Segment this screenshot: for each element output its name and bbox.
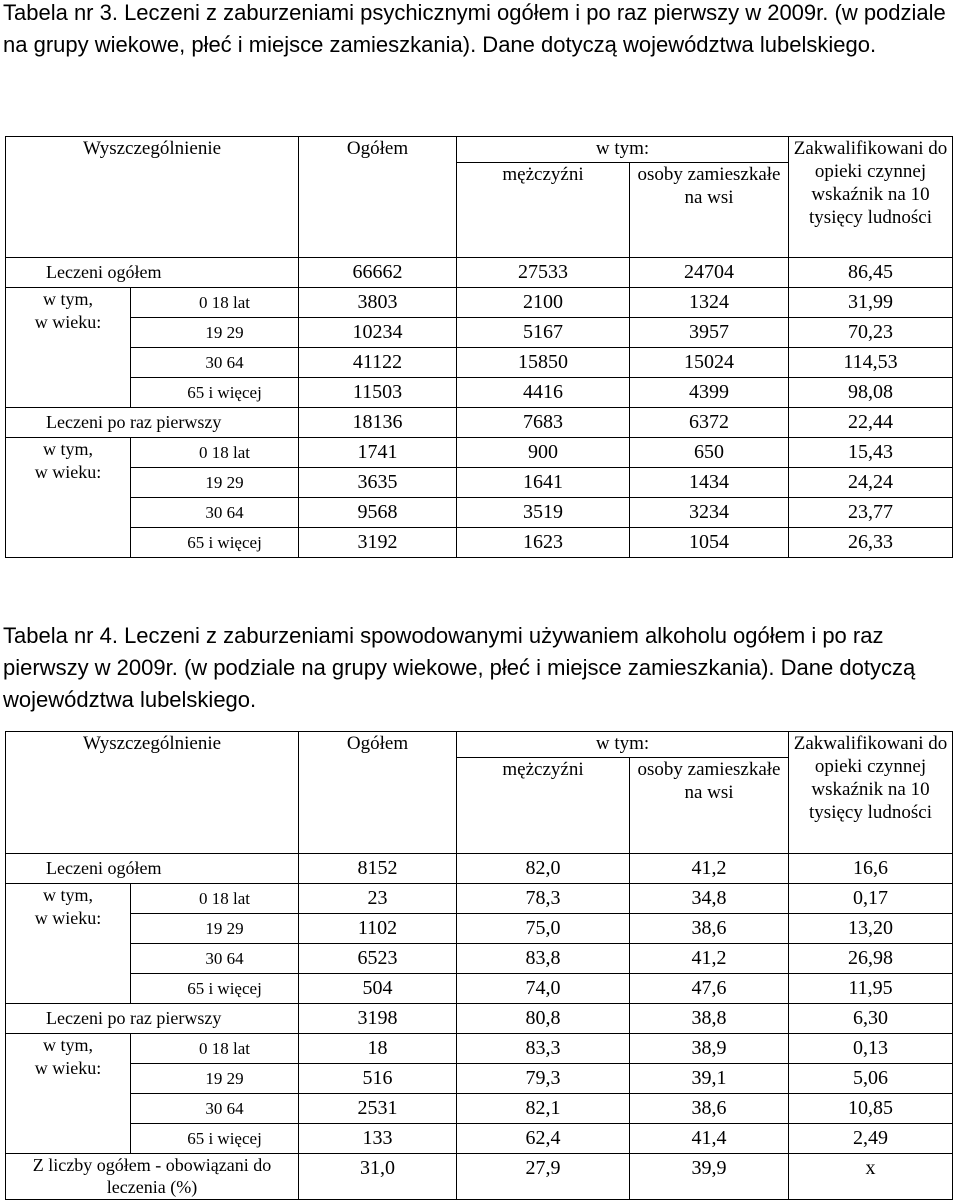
value-cell: 650 [630, 438, 789, 468]
value-cell: 38,8 [630, 1004, 789, 1034]
value-cell: 10234 [299, 318, 457, 348]
age-row [6, 974, 953, 1004]
value-cell: 6,30 [789, 1004, 953, 1034]
header-w-tym: w tym: [457, 732, 789, 758]
value-cell: 1102 [299, 914, 457, 944]
table-3-caption: Tabela nr 3. Leczeni z zaburzeniami psychicznymi ogółem i po raz pierwszy w 2009r. (w podziale na grupy wiekowe, płeć i miejsce zamieszkania). Dane dotyczą województwa lubelskiego. [3, 0, 946, 57]
value-cell: 41,2 [630, 854, 789, 884]
w-tym-w-wieku-label [6, 288, 131, 408]
age-row [6, 318, 953, 348]
value-cell: 39,1 [630, 1064, 789, 1094]
age-row [6, 1124, 953, 1154]
value-cell: 2,49 [789, 1124, 953, 1154]
value-cell: 82,0 [457, 854, 630, 884]
value-cell: 3198 [299, 1004, 457, 1034]
age-label: 0 18 lat [131, 288, 299, 318]
w-tym-label: w tym, [42, 289, 93, 309]
value-cell: 9568 [299, 498, 457, 528]
age-label: 0 18 lat [131, 438, 299, 468]
value-cell: 38,6 [630, 1094, 789, 1124]
table-4 [5, 731, 953, 1200]
value-cell: 23,77 [789, 498, 953, 528]
w-tym-label: w tym, [42, 439, 93, 459]
w-tym-label: w tym, [42, 1035, 93, 1055]
age-row [6, 914, 953, 944]
age-row [6, 1094, 953, 1124]
group-total-row [6, 1004, 953, 1034]
age-row [6, 438, 953, 468]
value-cell: 75,0 [457, 914, 630, 944]
group-label: Leczeni po raz pierwszy [6, 408, 299, 438]
value-cell: 47,6 [630, 974, 789, 1004]
value-cell: 27533 [457, 258, 630, 288]
value-cell: 504 [299, 974, 457, 1004]
header-w-tym: w tym: [457, 137, 789, 163]
w-tym-w-wieku-label [6, 438, 131, 558]
value-cell: 3192 [299, 528, 457, 558]
age-label: 30 64 [131, 498, 299, 528]
w-wieku-label: w wieku: [34, 312, 102, 332]
value-cell: 27,9 [457, 1154, 630, 1200]
value-cell: 15024 [630, 348, 789, 378]
value-cell: 23 [299, 884, 457, 914]
value-cell: 13,20 [789, 914, 953, 944]
value-cell: 74,0 [457, 974, 630, 1004]
footer-label: Z liczby ogółem - obowiązani do leczenia (%) [6, 1154, 299, 1200]
header-row [6, 137, 953, 163]
value-cell: 31,99 [789, 288, 953, 318]
value-cell: 39,9 [630, 1154, 789, 1200]
age-row [6, 944, 953, 974]
header-zakwalifikowani: Zakwalifikowani do opieki czynnej wskaźnik na 10 tysięcy ludności [789, 732, 953, 854]
value-cell: 86,45 [789, 258, 953, 288]
value-cell: 900 [457, 438, 630, 468]
header-zakwalifikowani: Zakwalifikowani do opieki czynnej wskaźnik na 10 tysięcy ludności [789, 137, 953, 258]
table-4-caption: Tabela nr 4. Leczeni z zaburzeniami spowodowanymi używaniem alkoholu ogółem i po raz pierwszy w 2009r. (w podziale na grupy wiekowe, płeć i miejsce zamieszkania). Dane dotyczą województwa lubelskiego. [3, 623, 916, 712]
value-cell: 26,98 [789, 944, 953, 974]
w-wieku-label: w wieku: [34, 462, 102, 482]
age-row [6, 468, 953, 498]
value-cell: 516 [299, 1064, 457, 1094]
header-wyszczegolnienie: Wyszczególnienie [6, 732, 299, 854]
value-cell: 18 [299, 1034, 457, 1064]
w-wieku-label: w wieku: [34, 1058, 102, 1078]
group-label: Leczeni ogółem [6, 854, 299, 884]
age-label: 19 29 [131, 1064, 299, 1094]
value-cell: 70,23 [789, 318, 953, 348]
value-cell: 24,24 [789, 468, 953, 498]
table-3 [5, 136, 953, 558]
value-cell: 82,1 [457, 1094, 630, 1124]
value-cell: x [789, 1154, 953, 1200]
value-cell: 11,95 [789, 974, 953, 1004]
age-row [6, 884, 953, 914]
age-label: 0 18 lat [131, 884, 299, 914]
value-cell: 79,3 [457, 1064, 630, 1094]
header-wyszczegolnienie: Wyszczególnienie [6, 137, 299, 258]
age-row [6, 1064, 953, 1094]
value-cell: 83,8 [457, 944, 630, 974]
age-label: 65 i więcej [131, 528, 299, 558]
value-cell: 78,3 [457, 884, 630, 914]
header-ogolem: Ogółem [299, 137, 457, 258]
header-osoby-wies: osoby zamieszkałe na wsi [630, 163, 789, 258]
value-cell: 41122 [299, 348, 457, 378]
age-label: 19 29 [131, 914, 299, 944]
group-total-row [6, 854, 953, 884]
value-cell: 1324 [630, 288, 789, 318]
age-label: 19 29 [131, 468, 299, 498]
value-cell: 34,8 [630, 884, 789, 914]
value-cell: 24704 [630, 258, 789, 288]
age-label: 30 64 [131, 348, 299, 378]
value-cell: 2531 [299, 1094, 457, 1124]
value-cell: 98,08 [789, 378, 953, 408]
value-cell: 1434 [630, 468, 789, 498]
value-cell: 41,2 [630, 944, 789, 974]
header-mezczyzni: mężczyźni [457, 758, 630, 854]
value-cell: 5,06 [789, 1064, 953, 1094]
header-mezczyzni: mężczyźni [457, 163, 630, 258]
group-label: Leczeni ogółem [6, 258, 299, 288]
age-label: 65 i więcej [131, 378, 299, 408]
value-cell: 10,85 [789, 1094, 953, 1124]
value-cell: 1741 [299, 438, 457, 468]
value-cell: 1054 [630, 528, 789, 558]
age-label: 0 18 lat [131, 1034, 299, 1064]
value-cell: 15,43 [789, 438, 953, 468]
value-cell: 3234 [630, 498, 789, 528]
value-cell: 3957 [630, 318, 789, 348]
value-cell: 0,13 [789, 1034, 953, 1064]
value-cell: 18136 [299, 408, 457, 438]
value-cell: 31,0 [299, 1154, 457, 1200]
value-cell: 26,33 [789, 528, 953, 558]
value-cell: 38,6 [630, 914, 789, 944]
age-row [6, 378, 953, 408]
age-row [6, 1034, 953, 1064]
age-label: 65 i więcej [131, 974, 299, 1004]
age-label: 19 29 [131, 318, 299, 348]
value-cell: 3635 [299, 468, 457, 498]
value-cell: 4399 [630, 378, 789, 408]
value-cell: 2100 [457, 288, 630, 318]
header-osoby-wies: osoby zamieszkałe na wsi [630, 758, 789, 854]
value-cell: 7683 [457, 408, 630, 438]
value-cell: 16,6 [789, 854, 953, 884]
w-wieku-label: w wieku: [34, 908, 102, 928]
value-cell: 1641 [457, 468, 630, 498]
value-cell: 6523 [299, 944, 457, 974]
value-cell: 5167 [457, 318, 630, 348]
footer-row [6, 1154, 953, 1200]
header-row [6, 732, 953, 758]
value-cell: 15850 [457, 348, 630, 378]
group-total-row [6, 258, 953, 288]
w-tym-w-wieku-label [6, 1034, 131, 1154]
value-cell: 41,4 [630, 1124, 789, 1154]
group-label: Leczeni po raz pierwszy [6, 1004, 299, 1034]
value-cell: 3803 [299, 288, 457, 318]
age-label: 30 64 [131, 1094, 299, 1124]
group-total-row [6, 408, 953, 438]
header-ogolem: Ogółem [299, 732, 457, 854]
age-row [6, 498, 953, 528]
value-cell: 66662 [299, 258, 457, 288]
age-row [6, 288, 953, 318]
value-cell: 3519 [457, 498, 630, 528]
value-cell: 4416 [457, 378, 630, 408]
w-tym-label: w tym, [42, 885, 93, 905]
value-cell: 1623 [457, 528, 630, 558]
value-cell: 80,8 [457, 1004, 630, 1034]
age-label: 30 64 [131, 944, 299, 974]
value-cell: 83,3 [457, 1034, 630, 1064]
value-cell: 133 [299, 1124, 457, 1154]
value-cell: 114,53 [789, 348, 953, 378]
age-row [6, 348, 953, 378]
value-cell: 11503 [299, 378, 457, 408]
value-cell: 22,44 [789, 408, 953, 438]
value-cell: 62,4 [457, 1124, 630, 1154]
w-tym-w-wieku-label [6, 884, 131, 1004]
value-cell: 6372 [630, 408, 789, 438]
age-label: 65 i więcej [131, 1124, 299, 1154]
value-cell: 0,17 [789, 884, 953, 914]
value-cell: 38,9 [630, 1034, 789, 1064]
age-row [6, 528, 953, 558]
value-cell: 8152 [299, 854, 457, 884]
